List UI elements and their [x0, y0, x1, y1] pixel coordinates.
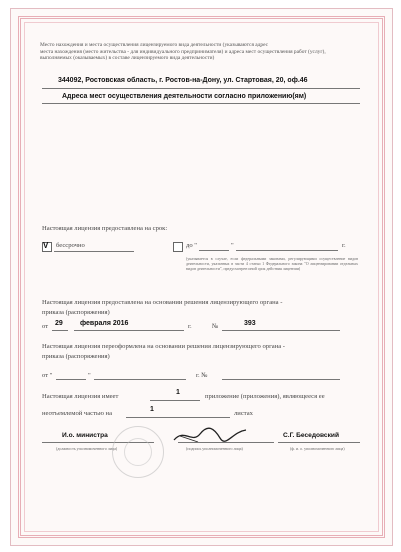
checkmark: V [43, 241, 49, 250]
header-line-1: Место нахождения и места осуществления лицензируемого вида деятельности (указываются адрес [40, 42, 269, 48]
header-text [40, 42, 360, 62]
basis-number-line [222, 330, 340, 331]
name-caption: (ф. и. о. уполномоченного лица) [290, 446, 345, 451]
reissue-quote-close: " [88, 372, 91, 379]
until-day-line [199, 250, 229, 251]
reissue-text-2: приказа (распоряжения) [42, 353, 110, 360]
address-underline [42, 88, 360, 89]
attachments-text-4: листах [234, 410, 253, 417]
basis-from: от [42, 323, 49, 330]
reissue-month-line [94, 379, 186, 380]
seal-emblem [124, 438, 152, 466]
attachments-text-1: Настоящая лицензия имеет [42, 393, 119, 400]
basis-text-2: приказа (распоряжения) [42, 309, 110, 316]
name-line [278, 442, 360, 443]
indefinite-underline [54, 251, 134, 252]
term-label: Настоящая лицензия предоставлена на срок: [42, 225, 168, 232]
signatory-name: С.Г. Беседовский [283, 432, 340, 439]
basis-g: г. [188, 323, 192, 330]
basis-number: 393 [244, 320, 256, 327]
basis-day-line [52, 330, 68, 331]
signatory-position: И.о. министра [62, 432, 108, 439]
attachments-text-3: неотъемлемой частью на [42, 410, 113, 417]
header-line-3: выполняемых (оказываемых) в составе лицензируемого вида деятельности) [40, 55, 215, 62]
until-suffix: г. [342, 242, 346, 249]
reissue-number-line [222, 379, 340, 380]
basis-text-1: Настоящая лицензия предоставлена на основании решения лицензирующего органа - [42, 299, 283, 306]
attachments-sheets-line [126, 417, 230, 418]
reissue-text-1: Настоящая лицензия переоформлена на основании решения лицензирующего органа - [42, 343, 286, 350]
basis-month-line [74, 330, 184, 331]
indefinite-label: бессрочно [56, 242, 85, 249]
address: 344092, Ростовская область, г. Ростов-на-Дону, ул. Стартовая, 20, оф.46 [58, 77, 308, 84]
attachments-text-2: приложение (приложения), являющееся ее [205, 393, 325, 400]
term-note: (указывается в случае, если федеральными законами, регулирующими осуществление видов деятельности, указанных в части 4 статьи 1 Федерального закона "О лицензировании отдельных видов деятельности", предусмотрен иной срок действия лицензии) [186, 256, 358, 271]
reissue-g: г. № [196, 372, 208, 379]
header-line-2: места нахождения (место жительства - для индивидуального предпринимателя) и адреса мест осуществления работ (услуг), [40, 48, 326, 55]
until-month-line [236, 250, 338, 251]
addresses-underline [42, 103, 360, 104]
reissue-from: от " [42, 372, 53, 379]
until-prefix: до " [186, 242, 197, 249]
attachments-count: 1 [176, 389, 180, 396]
position-caption: (должность уполномоченного лица) [56, 446, 118, 451]
attachments-sheets: 1 [150, 406, 154, 413]
basis-day: 29 [55, 320, 63, 327]
until-checkbox [173, 242, 183, 252]
basis-month-year: февраля 2016 [80, 320, 129, 327]
reissue-day-line [56, 379, 86, 380]
signature-line [178, 442, 274, 443]
attachments-count-line [150, 400, 200, 401]
addresses-note: Адреса мест осуществления деятельности согласно приложению(ям) [62, 93, 307, 100]
basis-no-label: № [212, 323, 219, 330]
signature-caption: (подпись уполномоченного лица) [186, 446, 243, 451]
until-mid: " [231, 242, 234, 249]
